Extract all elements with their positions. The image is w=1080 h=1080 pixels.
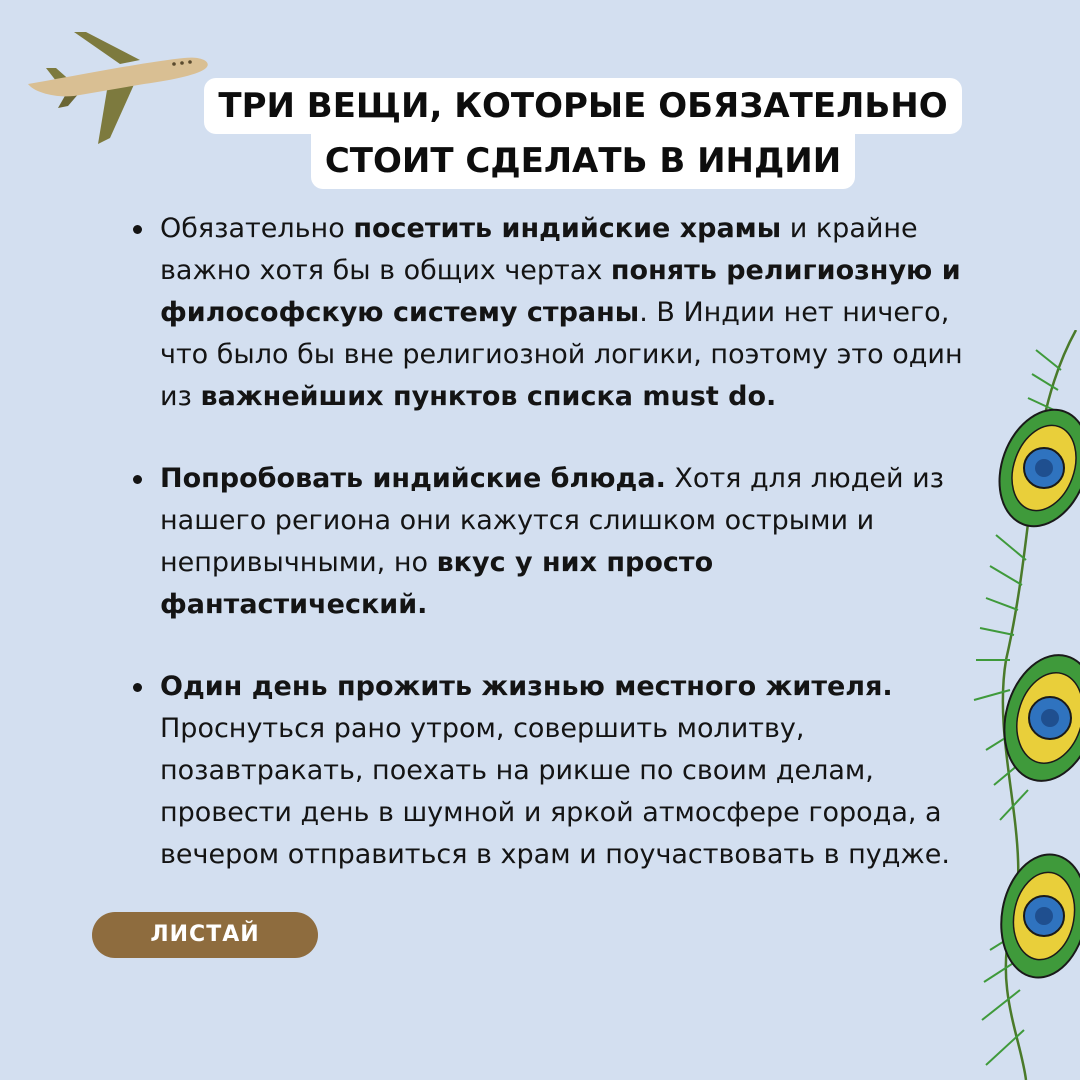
bullet-bold-text: посетить индийские храмы	[353, 213, 782, 244]
bullet-bold-text: важнейших пунктов списка must do.	[200, 381, 777, 412]
bullet-bold-text: понять религиозную и философскую систему страны	[160, 255, 961, 328]
page-title-line-1: ТРИ ВЕЩИ, КОТОРЫЕ ОБЯЗАТЕЛЬНО	[204, 78, 961, 134]
bullet-text: . В Индии нет ничего, что было бы вне религиозной логики, поэтому это один из	[160, 297, 963, 412]
bullet-text: Хотя для людей из нашего региона они кажутся слишком острыми и непривычными, но	[160, 463, 945, 578]
bullet-text: Обязательно	[160, 213, 354, 244]
bullet-bold-text: Один день прожить жизнью местного жителя.	[160, 671, 893, 702]
swipe-button[interactable]: ЛИСТАЙ	[92, 912, 318, 958]
list-item-food	[130, 458, 980, 626]
bullet-bold-text: Попробовать индийские блюда.	[160, 463, 666, 494]
peacock-feather-decoration	[966, 330, 1080, 1080]
bullet-text: и крайне важно хотя бы в общих чертах	[160, 213, 918, 286]
bullet-text: Проснуться рано утром, совершить молитву, позавтракать, поехать на рикше по своим делам, провести день в шумной и яркой атмосфере города, а вечером отправиться в храм и поучаствовать в пудже.	[160, 713, 950, 870]
list-item-temples	[130, 208, 980, 418]
bullet-bold-text: вкус у них просто фантастический.	[160, 547, 714, 620]
list-item-local-life	[130, 666, 980, 876]
bullet-list	[130, 208, 980, 916]
page-title-line-2: СТОИТ СДЕЛАТЬ В ИНДИИ	[311, 133, 855, 189]
title-block	[0, 78, 1080, 189]
